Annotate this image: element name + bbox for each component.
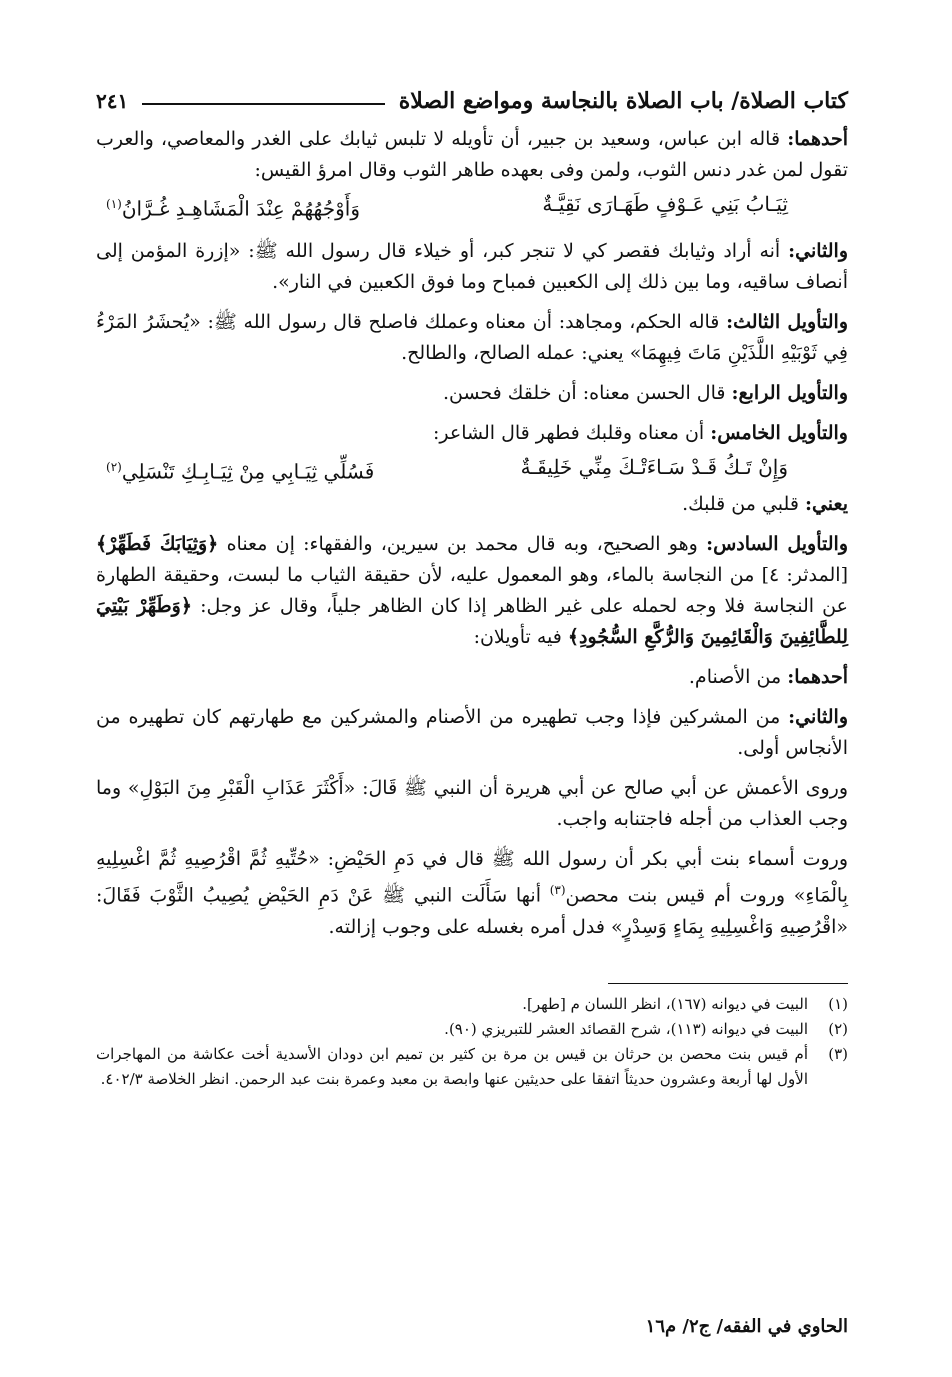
footnote-marker: (٢) [106,459,122,474]
paragraph-text: وروت أسماء بنت أبي بكر أن رسول الله ﷺ قال في دَمِ الحَيْضِ: «حُتِّيهِ ثُمَّ اقْرُصِيهِ ثُمَّ اغْسِلِيهِ بِالْمَاءِ» وروت أم قيس بنت محصن [96,848,849,907]
paragraph-third-interpretation [96,307,848,369]
paragraph-text: أنه أراد وثيابك فقصر كي لا تنجر كبر، أو خيلاء قال رسول الله ﷺ: «إزرة المؤمن إلى أنصاف ساقيه، وما بين ذلك إلى الكعبين فمباح وما فوق الكعبين في النار». [96,239,848,293]
footnote-1 [96,992,848,1017]
footnote-marker: (٣) [549,883,566,898]
paragraph-lead: والثاني: [788,706,848,729]
paragraph-text: قاله ابن عباس، وسعيد بن جبير، أن تأويله لا تلبس ثيابك على الغدر والمعاصي، والعرب تقول لمن غدر دنس الثوب، ولمن وفى بعهده طاهر الثوب وقال امرؤ القيس: [96,128,848,181]
paragraph-text: [المدثر: ٤] من النجاسة بالماء، وهو المعمول عليه، لأن حقيقة الثياب ما لبست، وحقيقة الطهارة عن النجاسة فلا وجه لحمله على غير الظاهر إذا كان الظاهر جلياً، وقال عز وجل: [96,564,848,618]
paragraph-second-interpretation [96,236,848,298]
paragraph-sixth-interpretation [96,529,848,653]
paragraph-text: أنها سَأَلَت النبي ﷺ عَنْ دَمِ الحَيْضِ يُصِيبُ الثَّوْبَ فَقَالَ: «اقْرُصِيهِ وَاغْسِلِيهِ بِمَاءٍ وَسِدْرٍ» فدل أمره بغسله على وجوب إزالته. [96,884,848,938]
paragraph-hadith-abu-hurayra [96,773,848,835]
paragraph-lead: والتأويل السادس: [706,533,848,556]
paragraph-lead: أحدهما: [787,666,848,689]
verse-right-hemistich: ثِيَـابُ بَنِي عَـوْفٍ طَهَـارَى نَقِيَّـةٌ [542,192,788,216]
footnote-number: (١) [828,995,848,1014]
paragraph-hadith-asma [96,844,848,942]
verse-right-hemistich: وَإِنْ تَـكُ قَـدْ سَـاءَتْـكَ مِنِّي خَلِيقَـةٌ [520,454,788,479]
verse-left-text: فَسُلِّي ثِيَـابِي مِنْ ثِيَـابِـكِ تَنْسَلِي [121,459,375,484]
paragraph-text: قال الحسن معناه: أن خلقك فحسن. [442,381,732,404]
paragraph-fifth-interpretation [96,418,848,449]
paragraph-text: قاله الحكم، ومجاهد: أن معناه وعملك فاصلح قال رسول الله ﷺ: «يُحشَرُ المَرْءُ فِي ثَوْبَيْهِ اللَّذَيْنِ مَاتَ فِيهِمَا» يعني: عمله الصالح، والطالح. [96,310,848,364]
footnote-3 [96,1042,848,1092]
footnote-text: البيت في ديوانه (١١٣)، شرح القصائد العشر للتبريزي (٩٠). [444,1020,808,1039]
paragraph-meaning [96,489,848,520]
poetry-verse-1 [96,186,848,227]
header-rule [142,103,384,105]
paragraph-lead: يعني: [804,493,848,516]
paragraph-text: وهو الصحيح، وبه قال محمد بن سيرين، والفقهاء: إن معناه [218,533,707,556]
paragraph-lead: والثاني: [788,239,848,262]
paragraph-text: أن معناه وقلبك فطهر قال الشاعر: [433,421,711,444]
paragraph-text: وروى الأعمش عن أبي صالح عن أبي هريرة أن النبي ﷺ قَالَ: «أَكْثَرَ عَذَابِ الْقَبْرِ مِنَ البَوْلِ» وما وجب العذاب من أجله فاجتنابه واجب. [96,777,848,831]
footnote-text: البيت في ديوانه (١٦٧)، انظر اللسان م [طهر]. [522,995,808,1014]
paragraph-first-interpretation [96,124,848,186]
paragraph-text: فيه تأويلان: [473,626,568,649]
verse-left-hemistich [106,449,374,490]
page-number: ٢٤١ [96,89,129,113]
footnote-marker: (١) [106,197,122,211]
paragraph-lead: والتأويل الرابع: [731,381,848,404]
page-footer [96,1316,848,1337]
footer-signature: الحاوي في الفقه/ ج٢/ م١٦ [645,1316,848,1337]
quran-verse: ﴿وَطَهِّرْ بَيْتِيَ لِلطَّائِفِينَ وَالْقَائِمِينَ وَالرُّكَّعِ السُّجُودِ﴾ [96,595,848,649]
footnote-number: (٣) [828,1045,848,1064]
verse-left-hemistich [106,186,360,227]
footnote-2 [96,1017,848,1042]
paragraph-lead: أحدهما: [787,128,848,150]
paragraph-fourth-interpretation [96,378,848,409]
quran-verse: ﴿وَثِيَابَكَ فَطَهِّرْ﴾ [96,533,219,556]
paragraph-text: قلبي من قلبك. [682,493,805,516]
paragraph-text: من الأصنام. [688,666,788,689]
paragraph-first-sub [96,662,848,693]
footnotes-section [96,983,848,1093]
footnote-text: أم قيس بنت محصن بن حرثان بن قيس بن مرة بن كثير بن تميم ابن دودان الأسدية أخت عكاشة من المهاجرات الأول لها أربعة وعشرون حديثاً اتفقا على حديثين عنها وابصة بن معبد وعمرة بنت عبد الرحمن. انظر الخلاصة ٤٠٢/٣. [96,1045,808,1089]
footnote-number: (٢) [828,1020,848,1039]
verse-left-text: وَأَوْجُهُهُمْ عِنْدَ الْمَشَاهِـدِ غُـرَّانُ [121,196,361,221]
paragraph-text: من المشركين فإذا وجب تطهيره من الأصنام والمشركين مع طهارتهم كان تطهيره من الأنجاس أولى. [96,706,848,760]
paragraph-lead: والتأويل الخامس: [710,421,848,444]
poetry-verse-2 [96,449,848,490]
paragraph-lead: والتأويل الثالث: [726,310,848,333]
page-content [96,84,848,1092]
running-header [96,84,848,118]
paragraph-second-sub [96,702,848,764]
chapter-title: كتاب الصلاة/ باب الصلاة بالنجاسة ومواضع الصلاة [398,88,848,114]
